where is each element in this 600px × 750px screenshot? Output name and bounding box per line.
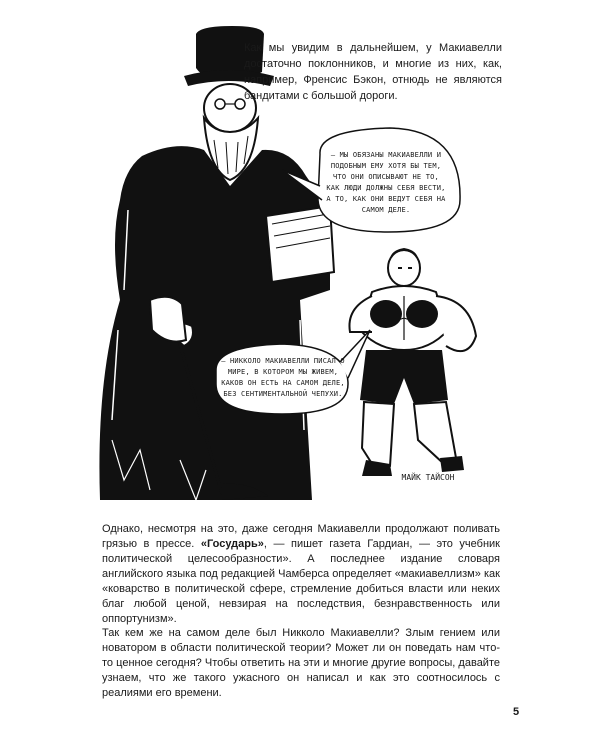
paragraph1-before: Однако, несмотря на это, даже сегодня Макиавелли продолжают поливать грязью в прессе. (102, 523, 500, 550)
tyson-caption: МАЙК ТАЙСОН (401, 473, 455, 482)
body-paragraph-2: Так кем же на самом деле был Никколо Макиавелли? Злым гением или новатором в области политической теории? Может ли он поведать нам что-то ценное сегодня? Чтобы ответить на эти и многие другие вопросы, давайте узнаем, что же такого ужасного он написал и как это соотносилось с реалиями его времени. (102, 627, 500, 699)
tyson-speech-bubble: — НИККОЛО МАКИАВЕЛЛИ ПИСАЛ О МИРЕ, В КОТОРОМ МЫ ЖИВЕМ, КАКОВ ОН ЕСТЬ НА САМОМ ДЕЛЕ, БЕЗ СЕНТИМЕНТАЛЬНОЙ ЧЕПУХИ. (221, 357, 345, 398)
body-paragraph-1 (102, 522, 500, 627)
page-number: 5 (512, 706, 520, 718)
bacon-speech-bubble: — МЫ ОБЯЗАНЫ МАКИАВЕЛЛИ И ПОДОБНЫМ ЕМУ ХОТЯ БЫ ТЕМ, ЧТО ОНИ ОПИСЫВАЮТ НЕ ТО, КАК ЛЮДИ ДОЛЖНЫ СЕБЯ ВЕСТИ, А ТО, КАК ОНИ ВЕДУТ СЕБЯ НА САМОМ ДЕЛЕ. (326, 151, 446, 214)
the-prince-title: «Государь» (200, 538, 264, 550)
paragraph1-after: , — пишет газета Гардиан, — это учебник политической целесообразности». А последнее издание словаря английского языка под редакцией Чамберса определяет «макиавеллизм» как «коварство в политической сфере, стремление добиться власти или неких благ любой ценой, невзирая на последствия, безнравственность или оппортунизм». (102, 538, 500, 625)
intro-paragraph: Как мы увидим в дальнейшем, у Макиавелли достаточно поклонников, и многие из них, как, например, Френсис Бэкон, отнюдь не являются бандитами с большой дороги. (244, 42, 502, 102)
mike-tyson-figure (349, 248, 476, 476)
